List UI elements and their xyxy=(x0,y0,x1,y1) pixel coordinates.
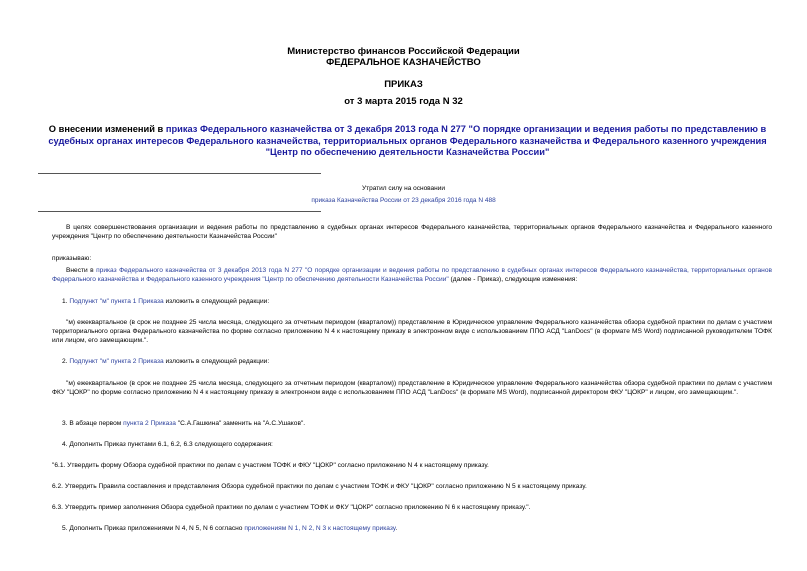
item-4: 4. Дополнить Приказ пунктами 6.1, 6.2, 6.3 следующего содержания: xyxy=(62,441,273,448)
item-1-link[interactable]: Подпункт "м" пункта 1 Приказа xyxy=(69,298,164,305)
title-prefix: О внесении изменений в xyxy=(48,124,166,134)
document-date: от 3 марта 2015 года N 32 xyxy=(344,96,463,107)
orders-line: приказываю: xyxy=(52,255,92,262)
divider-top xyxy=(38,173,321,174)
ministry-name: Министерство финансов Российской Федерации xyxy=(287,46,520,57)
item-2-link[interactable]: Подпункт "м" пункта 2 Приказа xyxy=(69,358,164,365)
status-note-link[interactable]: приказа Казначейства России от 23 декабря 2016 года N 488 xyxy=(311,197,496,204)
agency-name: ФЕДЕРАЛЬНОЕ КАЗНАЧЕЙСТВО xyxy=(326,57,481,68)
item-3-link[interactable]: пункта 2 Приказа xyxy=(123,420,176,427)
intro-paragraph: В целях совершенствования организации и ведения работы по представлению в судебных органах интересов Федерального казначейства, территориальных органов Федерального казначейства и Федерального казенного учреждения "Центр по обеспечению деятельности Казначейства России" xyxy=(52,224,772,240)
item-5-link[interactable]: приложениям N 1, N 2, N 3 к настоящему приказу xyxy=(244,525,396,532)
item-1-text: "м) ежеквартальное (в срок не позднее 25 числа месяца, следующего за отчетным периодом (кварталом)) представление в Юридическое управление Федерального казначейства обзора судебной практики по делам с участием территориального органа Федерального казначейства по форме согласно приложению N 4 к настоящему приказу в электронном виде с использованием ППО АСД "LanDocs" (в формате MS Word) подписанной руководителем ТОФК или лицом, его замещающим.". xyxy=(52,319,772,344)
title-link[interactable]: приказ Федерального казначейства от 3 декабря 2013 года N 277 "О порядке организации и ведения работы по представлению в судебных органах интересов Федерального казначейства, территориальных органов Федерального казначейства и Федерального казенного учреждения "Центр по обеспечению деятельности Казначейства России" xyxy=(48,124,767,157)
item-4-6-1: "6.1. Утвердить форму Обзора судебной практики по делам с участием ТОФК и ФКУ "ЦОКР" согласно приложению N 4 к настоящему приказу. xyxy=(52,462,489,469)
item-5: 5. Дополнить Приказ приложениями N 4, N 5, N 6 согласно приложениям N 1, N 2, N 3 к настоящему приказу. xyxy=(62,525,398,532)
document-title xyxy=(40,124,775,159)
status-note-line1: Утратил силу на основании xyxy=(361,185,446,192)
item-2-text: "м) ежеквартальное (в срок не позднее 25 числа месяца, следующего за отчетным периодом (кварталом)) представление в Юридическое управление Федерального казначейства обзора судебной практики по делам с участием ФКУ "ЦОКР" по форме согласно приложению N 4 к настоящему приказу в электронном виде с использованием ППО АСД "LanDocs" (в формате MS Word), подписанной директором ФКУ "ЦОКР" и лицом, его замещающим.". xyxy=(52,380,772,396)
item-2: 2. Подпункт "м" пункта 2 Приказа изложить в следующей редакции: xyxy=(62,358,270,365)
status-note xyxy=(250,183,557,207)
item-3: 3. В абзаце первом пункта 2 Приказа "С.А.Гашкина" заменить на "А.С.Ушаков". xyxy=(62,420,306,427)
item-1: 1. Подпункт "м" пункта 1 Приказа изложить в следующей редакции: xyxy=(62,298,270,305)
item-4-6-2: 6.2. Утвердить Правила составления и представления Обзора судебной практики по делам с участием ТОФК и ФКУ "ЦОКР" согласно приложению N 5 к настоящему приказу. xyxy=(52,483,587,490)
document-type: ПРИКАЗ xyxy=(384,79,423,90)
item-4-6-3: 6.3. Утвердить пример заполнения Обзора судебной практики по делам с участием ТОФК и ФКУ "ЦОКР" согласно приложению N 6 к настоящему приказу.". xyxy=(52,504,531,511)
order-277-link[interactable]: приказ Федерального казначейства от 3 декабря 2013 года N 277 "О порядке организации и ведения работы по представлению в судебных органах интересов Федерального казначейства, территориальных органов Федерального казначейства и Федерального казенного учреждения "Центр по обеспечению деятельности Казначейства России" xyxy=(52,267,772,283)
divider-bottom xyxy=(38,211,321,212)
main-paragraph: Внести в приказ Федерального казначейства от 3 декабря 2013 года N 277 "О порядке организации и ведения работы по представлению в судебных органах интересов Федерального казначейства, территориальных органов Федерального казначейства и Федерального казенного учреждения "Центр по обеспечению деятельности Казначейства России" (далее - Приказ), следующие изменения: xyxy=(52,267,772,283)
